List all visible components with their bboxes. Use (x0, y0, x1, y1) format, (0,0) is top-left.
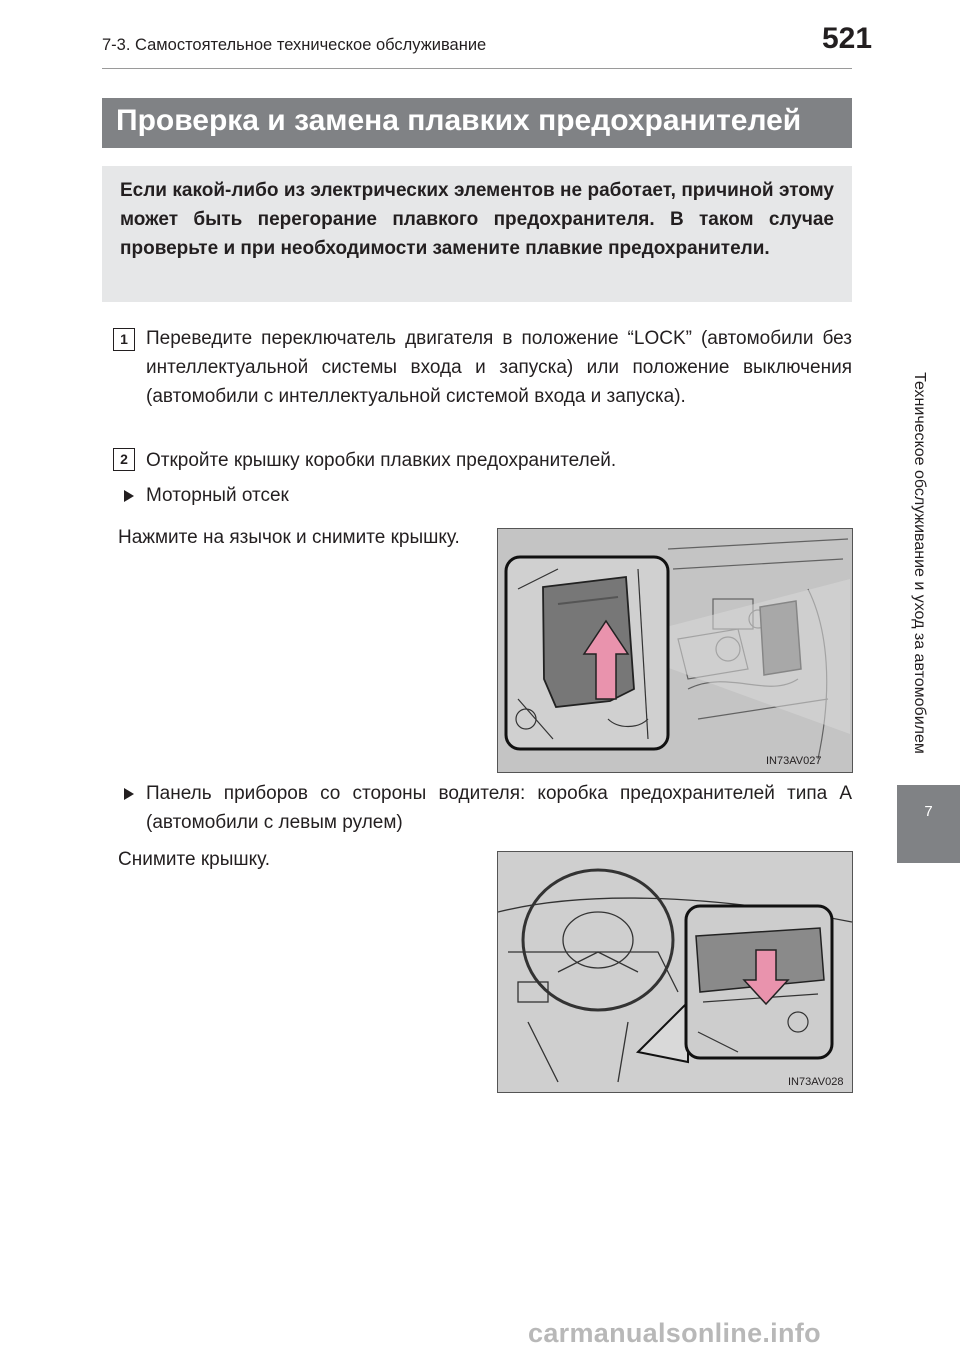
bullet-2-label: Панель приборов со стороны водителя: коробка предохранителей типа A (автомобили с левым рулем) (146, 783, 852, 833)
step-badge-1: 1 (113, 328, 135, 351)
intro-text: Если какой-либо из электрических элементов не работает, причиной этому может быть перегорание плавкого предохранителя. В таком случае проверьте и при необходимости замените плавкие предохранители. (120, 180, 834, 259)
side-tab-label: Техническое обслуживание и уход за автомобилем (911, 372, 928, 754)
intro-box (102, 166, 852, 302)
bullet-1-label: Моторный отсек (146, 485, 289, 506)
bullet-marker-2 (124, 788, 134, 800)
bullet-2-instruction: Снимите крышку. (118, 849, 271, 870)
chapter-tab (897, 785, 960, 863)
chapter-number: 7 (924, 803, 933, 820)
step-2-text: Откройте крышку коробки плавких предохранителей. (146, 450, 617, 471)
engine-compartment-illustration (498, 529, 852, 772)
title-bar (102, 98, 852, 148)
instrument-panel-illustration (498, 852, 852, 1092)
instrument-panel-figure (497, 851, 853, 1093)
engine-compartment-figure (497, 528, 853, 773)
watermark: carmanualsonline.info (528, 1318, 821, 1348)
page-number: 521 (822, 22, 873, 55)
page-title: Проверка и замена плавких предохранителей (116, 104, 802, 137)
figure-code-1: IN73AV027 (766, 755, 822, 767)
step-1-text: Переведите переключатель двигателя в положение “LOCK” (автомобили без интеллектуальной системы входа и запуска) или положение выключения (автомобили с интеллектуальной системой входа и запуска). (146, 328, 852, 407)
step-badge-2: 2 (113, 448, 135, 471)
header-section: 7-3. Самостоятельное техническое обслуживание (102, 36, 487, 54)
header-rule (102, 68, 852, 69)
figure-code-2: IN73AV028 (788, 1076, 844, 1088)
side-tab-text (878, 338, 960, 788)
bullet-marker-1 (124, 490, 134, 502)
bullet-1-instruction: Нажмите на язычок и снимите крышку. (118, 527, 460, 548)
